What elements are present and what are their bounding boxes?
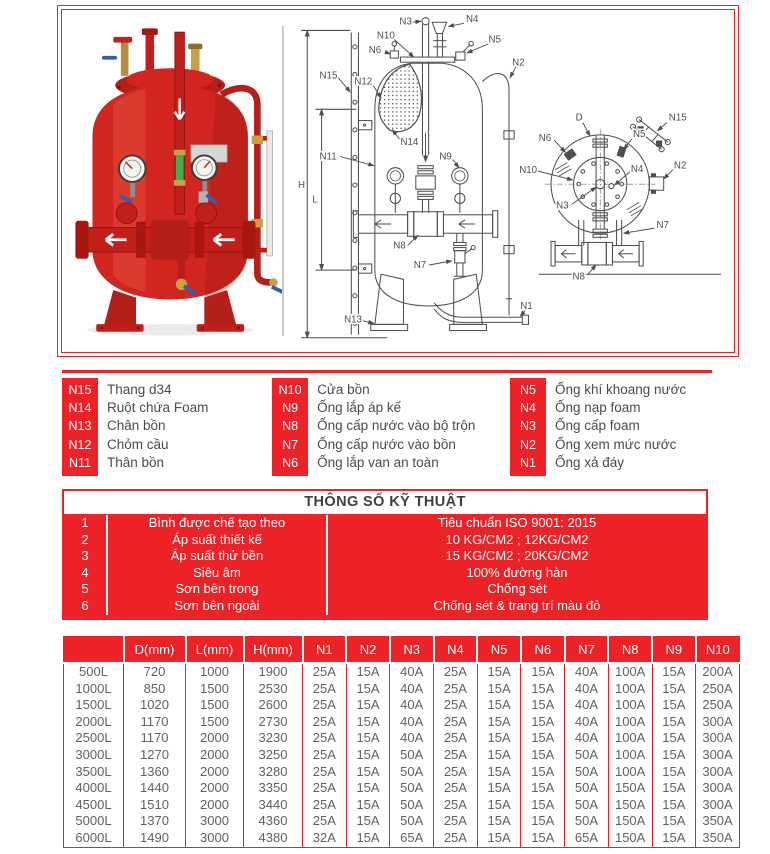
legend-label: Cửa bồn xyxy=(317,381,370,397)
size-header-n2: N2 xyxy=(346,637,390,664)
size-cell: 150A xyxy=(608,830,652,847)
callout-n8: N8 xyxy=(393,240,406,252)
size-cell: 350A xyxy=(696,830,740,847)
size-cell: 32A xyxy=(303,830,347,847)
size-table-row xyxy=(64,764,740,781)
spec-name: Áp suất thử bền xyxy=(106,548,326,565)
size-cell: 40A xyxy=(565,697,609,714)
size-cell: 25A xyxy=(434,697,478,714)
size-cell: 15A xyxy=(521,730,565,747)
size-cell: 250A xyxy=(696,681,740,698)
size-cell: 40A xyxy=(565,730,609,747)
size-cell: 1170 xyxy=(124,730,186,747)
size-cell: 25A xyxy=(303,797,347,814)
size-cell: 15A xyxy=(521,813,565,830)
size-cell: 2000 xyxy=(186,764,244,781)
capacity-cell: 1500L xyxy=(64,697,124,714)
size-cell: 15A xyxy=(652,747,696,764)
size-cell: 720 xyxy=(124,663,186,681)
spec-value: Chống sét xyxy=(326,581,706,598)
legend-code: N4 xyxy=(519,400,536,415)
legend-label: Ống lắp áp kế xyxy=(317,399,402,415)
size-cell: 100A xyxy=(608,730,652,747)
legend-code: N7 xyxy=(282,437,299,452)
legend-code: N5 xyxy=(519,382,536,397)
capacity-cell: 500L xyxy=(64,663,124,681)
size-header-n8: N8 xyxy=(608,637,652,664)
spec-name: Siêu âm xyxy=(106,565,326,582)
legend-label: Ống nạp foam xyxy=(554,399,641,415)
spec-row xyxy=(64,581,706,598)
size-table-body xyxy=(64,663,740,847)
capacity-cell: 3000L xyxy=(64,747,124,764)
size-cell: 50A xyxy=(565,764,609,781)
size-cell: 2000 xyxy=(186,747,244,764)
size-cell: 1170 xyxy=(124,714,186,731)
size-cell: 3230 xyxy=(244,730,303,747)
size-cell: 2000 xyxy=(186,797,244,814)
size-cell: 40A xyxy=(565,663,609,681)
legend-label: Ống xả đáy xyxy=(554,455,624,471)
size-header-h: H(mm) xyxy=(244,637,303,664)
legend-label: Ống cấp nước vào bồn xyxy=(317,436,456,452)
photo-area xyxy=(64,12,282,350)
size-table-row xyxy=(64,714,740,731)
size-cell: 40A xyxy=(565,681,609,698)
size-cell: 50A xyxy=(565,780,609,797)
size-cell: 1020 xyxy=(124,697,186,714)
size-header-n6: N6 xyxy=(521,637,565,664)
capacity-cell: 4000L xyxy=(64,780,124,797)
size-cell: 100A xyxy=(608,663,652,681)
legend-label: Chân bồn xyxy=(107,418,166,434)
size-cell: 15A xyxy=(521,747,565,764)
legend-label: Ống xem mức nước xyxy=(554,436,677,452)
spec-name: Sơn bên trong xyxy=(106,581,326,598)
size-cell: 15A xyxy=(477,730,521,747)
spec-name: Bình được chế tạo theo xyxy=(106,515,326,532)
size-cell: 50A xyxy=(390,747,434,764)
callout-n11: N11 xyxy=(319,151,337,163)
legend-label: Ruột chứa Foam xyxy=(107,399,209,415)
legend-label-column xyxy=(308,378,496,476)
capacity-cell: 5000L xyxy=(64,813,124,830)
callout-n2: N2 xyxy=(512,57,525,69)
size-cell: 15A xyxy=(652,681,696,698)
size-cell: 300A xyxy=(696,747,740,764)
size-cell: 15A xyxy=(477,780,521,797)
callout-n4: N4 xyxy=(466,14,479,26)
legend-label-column xyxy=(98,378,258,476)
size-cell: 100A xyxy=(608,714,652,731)
spec-value: 100% đường hàn xyxy=(326,565,706,582)
size-cell: 15A xyxy=(477,797,521,814)
size-cell: 1900 xyxy=(244,663,303,681)
size-cell: 15A xyxy=(521,797,565,814)
size-cell: 150A xyxy=(608,780,652,797)
legend-code: N10 xyxy=(278,382,302,397)
spec-row xyxy=(64,515,706,532)
legend-code-column xyxy=(272,378,308,476)
spec-no: 4 xyxy=(81,564,89,580)
spec-value: 10 KG/CM2 ; 12KG/CM2 xyxy=(326,532,706,549)
size-cell: 25A xyxy=(434,747,478,764)
size-header-n1: N1 xyxy=(303,637,347,664)
size-table-row xyxy=(64,747,740,764)
size-cell: 3250 xyxy=(244,747,303,764)
size-cell: 300A xyxy=(696,764,740,781)
spec-table-body xyxy=(64,514,706,618)
spec-no: 2 xyxy=(81,531,89,547)
size-cell: 50A xyxy=(390,797,434,814)
parts-legend xyxy=(62,370,712,476)
size-cell: 25A xyxy=(434,830,478,847)
size-cell: 15A xyxy=(652,830,696,847)
size-cell: 25A xyxy=(434,780,478,797)
spec-no: 1 xyxy=(81,515,89,530)
spec-value: 15 KG/CM2 ; 20KG/CM2 xyxy=(326,548,706,565)
size-cell: 3350 xyxy=(244,780,303,797)
size-cell: 25A xyxy=(303,697,347,714)
size-cell: 50A xyxy=(565,797,609,814)
size-cell: 50A xyxy=(565,813,609,830)
legend-label: Ống cấp nước vào bộ trộn xyxy=(317,418,476,434)
callout-n6-top: N6 xyxy=(538,133,552,145)
size-cell: 1270 xyxy=(124,747,186,764)
size-header-n7: N7 xyxy=(565,637,609,664)
size-cell: 15A xyxy=(346,714,390,731)
legend-code: N14 xyxy=(68,400,92,415)
size-cell: 15A xyxy=(346,663,390,681)
size-header-l: L(mm) xyxy=(186,637,244,664)
size-cell: 3000 xyxy=(186,830,244,847)
size-cell: 15A xyxy=(652,764,696,781)
size-cell: 25A xyxy=(303,813,347,830)
legend-label-column xyxy=(546,378,712,476)
spec-no: 3 xyxy=(81,548,89,564)
size-table-row xyxy=(64,697,740,714)
dim-h-label: H xyxy=(298,180,306,192)
size-header-capacity xyxy=(64,637,124,664)
legend-group xyxy=(510,378,712,476)
size-cell: 25A xyxy=(303,764,347,781)
size-table-row xyxy=(64,730,740,747)
size-cell: 2000 xyxy=(186,780,244,797)
capacity-cell: 2000L xyxy=(64,714,124,731)
size-table-row xyxy=(64,830,740,847)
size-cell: 1000 xyxy=(186,663,244,681)
size-cell: 4360 xyxy=(244,813,303,830)
size-cell: 25A xyxy=(434,764,478,781)
legend-code-column xyxy=(510,378,546,476)
size-cell: 15A xyxy=(346,797,390,814)
legend-label: Thang d34 xyxy=(107,381,172,397)
callout-n12: N12 xyxy=(354,76,373,88)
dim-l-label: L xyxy=(312,194,318,206)
size-cell: 25A xyxy=(434,681,478,698)
top-frame xyxy=(57,5,739,357)
size-table-header-row xyxy=(64,637,740,664)
size-cell: 15A xyxy=(521,697,565,714)
size-cell: 1510 xyxy=(124,797,186,814)
size-cell: 40A xyxy=(390,681,434,698)
size-cell: 2000 xyxy=(186,730,244,747)
size-cell: 3000 xyxy=(186,813,244,830)
size-cell: 15A xyxy=(346,730,390,747)
callout-n2-top: N2 xyxy=(673,160,687,172)
size-cell: 25A xyxy=(303,663,347,681)
size-cell: 1500 xyxy=(186,714,244,731)
capacity-cell: 3500L xyxy=(64,764,124,781)
size-cell: 15A xyxy=(521,663,565,681)
size-cell: 15A xyxy=(346,764,390,781)
callout-n7-top: N7 xyxy=(656,220,669,232)
legend-group xyxy=(272,378,496,476)
size-cell: 15A xyxy=(477,830,521,847)
spec-no: 6 xyxy=(81,597,89,613)
size-cell: 300A xyxy=(696,714,740,731)
legend-code: N15 xyxy=(68,382,92,397)
size-cell: 50A xyxy=(390,813,434,830)
callout-d-top: D xyxy=(575,112,583,124)
capacity-cell: 4500L xyxy=(64,797,124,814)
size-cell: 15A xyxy=(652,714,696,731)
callout-n9: N9 xyxy=(439,151,452,163)
size-cell: 250A xyxy=(696,697,740,714)
diagram-labels xyxy=(298,14,687,325)
size-cell: 25A xyxy=(434,714,478,731)
size-cell: 15A xyxy=(477,714,521,731)
legend-group xyxy=(62,378,258,476)
size-cell: 15A xyxy=(346,780,390,797)
size-cell: 15A xyxy=(346,813,390,830)
size-cell: 50A xyxy=(390,764,434,781)
size-cell: 350A xyxy=(696,813,740,830)
size-cell: 1500 xyxy=(186,697,244,714)
callout-n10: N10 xyxy=(376,30,395,42)
legend-label: Ống lắp van an toàn xyxy=(317,455,439,471)
legend-code: N3 xyxy=(519,419,536,434)
size-cell: 15A xyxy=(346,747,390,764)
size-cell: 25A xyxy=(303,730,347,747)
size-cell: 100A xyxy=(608,764,652,781)
spec-no: 5 xyxy=(81,581,89,597)
spec-table-title: THÔNG SỐ KỸ THUẬT xyxy=(64,491,706,514)
size-cell: 15A xyxy=(521,764,565,781)
callout-n4-top: N4 xyxy=(630,163,644,175)
diagram-area xyxy=(284,12,732,350)
size-cell: 15A xyxy=(477,747,521,764)
size-cell: 15A xyxy=(521,714,565,731)
size-cell: 15A xyxy=(652,730,696,747)
callout-n3: N3 xyxy=(399,16,412,28)
callout-n15-top: N15 xyxy=(668,112,687,124)
size-cell: 25A xyxy=(434,730,478,747)
size-table-row xyxy=(64,797,740,814)
spec-name: Áp suất thiết kế xyxy=(106,532,326,549)
size-cell: 15A xyxy=(652,780,696,797)
size-cell: 15A xyxy=(521,830,565,847)
size-table-row xyxy=(64,780,740,797)
callout-n5: N5 xyxy=(488,34,501,46)
product-photo xyxy=(64,12,282,350)
size-cell: 150A xyxy=(608,797,652,814)
legend-code: N9 xyxy=(282,400,299,415)
size-cell: 40A xyxy=(390,730,434,747)
size-cell: 40A xyxy=(565,714,609,731)
size-cell: 15A xyxy=(521,780,565,797)
size-cell: 40A xyxy=(390,697,434,714)
callout-n15: N15 xyxy=(319,70,338,82)
size-table-row xyxy=(64,663,740,681)
size-cell: 300A xyxy=(696,730,740,747)
size-cell: 200A xyxy=(696,663,740,681)
spec-row xyxy=(64,532,706,549)
size-cell: 1440 xyxy=(124,780,186,797)
callout-n7: N7 xyxy=(413,260,427,272)
spec-value: Chống sét & trang trí màu đỏ xyxy=(326,598,706,615)
callout-n14: N14 xyxy=(400,137,419,149)
size-cell: 2730 xyxy=(244,714,303,731)
size-cell: 15A xyxy=(652,797,696,814)
size-cell: 25A xyxy=(434,663,478,681)
top-frame-inner xyxy=(61,9,735,353)
size-cell: 1490 xyxy=(124,830,186,847)
size-header-n10: N10 xyxy=(696,637,740,664)
callout-n8-top: N8 xyxy=(572,271,585,283)
size-cell: 3280 xyxy=(244,764,303,781)
legend-code: N12 xyxy=(68,437,92,452)
size-cell: 2600 xyxy=(244,697,303,714)
size-cell: 2530 xyxy=(244,681,303,698)
size-cell: 50A xyxy=(565,747,609,764)
size-cell: 15A xyxy=(346,697,390,714)
callout-n1: N1 xyxy=(520,301,533,313)
size-cell: 100A xyxy=(608,747,652,764)
callout-n10-top: N10 xyxy=(519,164,538,176)
size-cell: 15A xyxy=(477,681,521,698)
spec-row xyxy=(64,548,706,565)
size-cell: 25A xyxy=(303,714,347,731)
legend-code: N2 xyxy=(519,437,536,452)
size-table xyxy=(63,636,739,848)
size-header-n4: N4 xyxy=(434,637,478,664)
size-cell: 1360 xyxy=(124,764,186,781)
size-cell: 65A xyxy=(565,830,609,847)
spec-row xyxy=(64,598,706,615)
size-header-d: D(mm) xyxy=(124,637,186,664)
legend-code: N8 xyxy=(282,419,299,434)
callout-n3-top: N3 xyxy=(556,200,569,212)
size-cell: 40A xyxy=(390,663,434,681)
size-cell: 25A xyxy=(303,780,347,797)
legend-code: N6 xyxy=(282,456,299,471)
size-cell: 25A xyxy=(434,797,478,814)
spec-value: Tiêu chuẩn ISO 9001: 2015 xyxy=(326,515,706,532)
size-cell: 100A xyxy=(608,681,652,698)
size-cell: 15A xyxy=(477,663,521,681)
size-cell: 15A xyxy=(477,697,521,714)
size-cell: 100A xyxy=(608,697,652,714)
legend-top-rule xyxy=(62,370,712,373)
size-cell: 15A xyxy=(346,830,390,847)
legend-label: Ống cấp foam xyxy=(554,418,640,434)
size-cell: 15A xyxy=(477,764,521,781)
capacity-cell: 6000L xyxy=(64,830,124,847)
size-table-row xyxy=(64,813,740,830)
size-cell: 1370 xyxy=(124,813,186,830)
size-header-n3: N3 xyxy=(390,637,434,664)
legend-label: Thân bồn xyxy=(107,455,165,471)
size-cell: 50A xyxy=(390,780,434,797)
size-cell: 25A xyxy=(303,681,347,698)
size-cell: 850 xyxy=(124,681,186,698)
size-cell: 25A xyxy=(303,747,347,764)
size-cell: 15A xyxy=(477,813,521,830)
spec-table xyxy=(62,489,708,620)
legend-label: Ống khí khoang nước xyxy=(554,381,687,397)
legend-code: N13 xyxy=(68,419,92,434)
size-header-n5: N5 xyxy=(477,637,521,664)
size-table-row xyxy=(64,681,740,698)
technical-drawing xyxy=(284,12,732,350)
size-cell: 15A xyxy=(652,663,696,681)
size-cell: 15A xyxy=(521,681,565,698)
spec-name: Sơn bên ngoài xyxy=(106,598,326,615)
size-cell: 65A xyxy=(390,830,434,847)
capacity-cell: 1000L xyxy=(64,681,124,698)
size-cell: 15A xyxy=(346,681,390,698)
size-cell: 40A xyxy=(390,714,434,731)
capacity-cell: 2500L xyxy=(64,730,124,747)
size-cell: 300A xyxy=(696,797,740,814)
callout-n6: N6 xyxy=(368,44,382,56)
legend-label: Chỏm cầu xyxy=(107,436,169,452)
spec-row xyxy=(64,565,706,582)
legend-code: N11 xyxy=(68,456,91,471)
legend-code: N1 xyxy=(519,456,536,471)
size-cell: 4380 xyxy=(244,830,303,847)
size-cell: 15A xyxy=(652,697,696,714)
size-cell: 300A xyxy=(696,780,740,797)
legend-code-column xyxy=(62,378,98,476)
callout-n5-top: N5 xyxy=(632,128,646,140)
size-cell: 1500 xyxy=(186,681,244,698)
callout-n13: N13 xyxy=(344,314,362,326)
size-cell: 3440 xyxy=(244,797,303,814)
size-cell: 15A xyxy=(652,813,696,830)
size-cell: 25A xyxy=(434,813,478,830)
size-cell: 150A xyxy=(608,813,652,830)
size-header-n9: N9 xyxy=(652,637,696,664)
